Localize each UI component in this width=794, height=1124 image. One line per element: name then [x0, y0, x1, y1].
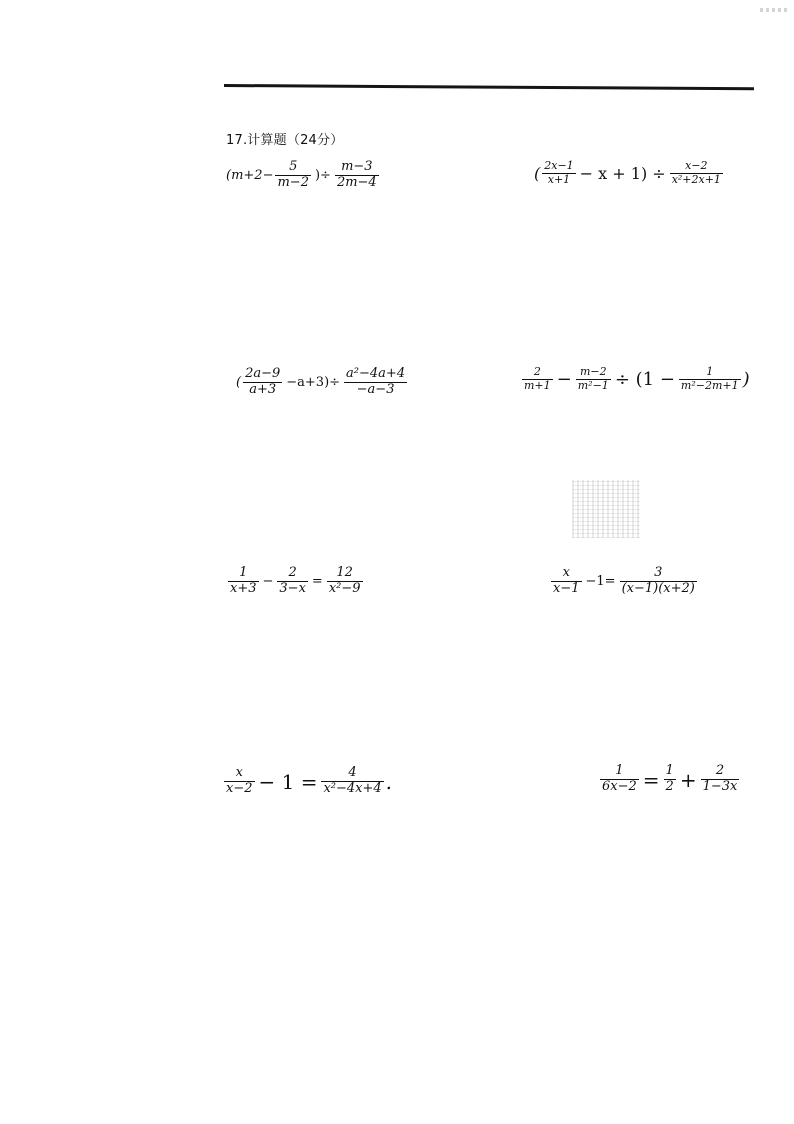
problem-2-fraction-2 — [670, 160, 723, 186]
problem-6-fraction-1 — [551, 566, 582, 597]
problem-1-lead: (m+2− — [226, 168, 274, 184]
problem-7-mid: − 1 = — [258, 769, 318, 794]
problem-3-fraction-1 — [243, 367, 282, 398]
problem-4-mid: ÷ (1 − — [614, 368, 675, 390]
header-rule — [224, 84, 754, 90]
fraction-denominator: m²−1 — [577, 378, 609, 392]
fraction-denominator: (x−1)(x+2) — [621, 581, 695, 597]
problem-2 — [534, 160, 725, 186]
problem-4-tail: ) — [742, 368, 750, 390]
fraction-numerator: 2x−1 — [544, 159, 574, 172]
fraction-denominator: m−2 — [277, 175, 309, 191]
fraction-denominator: x²−4x+4 — [323, 781, 382, 797]
problem-7-fraction-2 — [321, 766, 383, 797]
problem-3-fraction-2 — [344, 367, 407, 398]
problem-5-op-1: − — [262, 574, 274, 590]
fraction-numerator: 12 — [336, 565, 353, 580]
fraction-denominator: 3−x — [279, 581, 306, 597]
fraction-denominator: m²−2m+1 — [680, 378, 739, 392]
fraction-denominator: 2m−4 — [336, 175, 377, 191]
fraction-numerator: 3 — [654, 565, 663, 580]
fraction-denominator: x²+2x+1 — [671, 172, 721, 186]
fraction-denominator: x+3 — [230, 581, 257, 597]
fraction-numerator: m−2 — [579, 365, 607, 378]
fraction-numerator: 1 — [239, 565, 248, 580]
problem-3-lead: ( — [236, 375, 242, 391]
problem-7-tail: . — [385, 769, 393, 794]
fraction-numerator: 4 — [348, 765, 357, 780]
problem-6-fraction-2 — [620, 566, 697, 597]
fraction-numerator: a²−4a+4 — [346, 366, 406, 381]
fraction-numerator: 2 — [533, 365, 541, 378]
problem-4-fraction-1 — [522, 366, 553, 392]
problem-8-fraction-2 — [664, 764, 676, 795]
fraction-denominator: 6x−2 — [602, 779, 637, 795]
fraction-denominator: x+1 — [547, 172, 571, 186]
problem-8 — [598, 764, 741, 795]
fraction-denominator: 2 — [665, 779, 674, 795]
problem-4-fraction-2 — [576, 366, 611, 392]
fraction-numerator: 2a−9 — [245, 366, 281, 381]
problem-8-op-1: = — [642, 767, 660, 792]
fraction-numerator: x — [562, 565, 570, 580]
problem-2-fraction-1 — [542, 160, 575, 186]
problem-1-fraction-2 — [335, 160, 379, 191]
fraction-numerator: m−3 — [341, 159, 373, 174]
problem-7-fraction-1 — [224, 766, 255, 797]
scan-smudge — [572, 480, 640, 538]
fraction-numerator: x — [235, 765, 243, 780]
problem-5-fraction-2 — [277, 566, 308, 597]
problem-2-lead: ( — [534, 163, 541, 183]
fraction-denominator: m+1 — [524, 378, 551, 392]
section-heading: 17.计算题（24分） — [226, 133, 344, 148]
fraction-denominator: a+3 — [249, 382, 277, 398]
problem-5 — [226, 566, 365, 597]
scan-mark — [760, 8, 790, 12]
problem-3 — [236, 367, 409, 398]
problem-7 — [222, 766, 392, 797]
problem-8-fraction-3 — [701, 764, 740, 795]
problem-4-fraction-3 — [679, 366, 741, 392]
problem-8-op-2: + — [679, 767, 697, 792]
problem-3-mid: −a+3)÷ — [286, 375, 341, 391]
problem-8-fraction-1 — [600, 764, 639, 795]
fraction-numerator: 2 — [288, 565, 297, 580]
fraction-numerator: 1 — [665, 763, 674, 778]
problem-5-fraction-3 — [327, 566, 363, 597]
fraction-numerator: x−2 — [685, 159, 708, 172]
problem-4-op-1: − — [556, 368, 572, 390]
problem-1 — [226, 160, 381, 191]
problem-6 — [549, 566, 699, 597]
fraction-denominator: −a−3 — [356, 382, 395, 398]
problem-2-mid: − x + 1) ÷ — [579, 163, 666, 183]
fraction-numerator: 2 — [715, 763, 725, 778]
problem-5-fraction-1 — [228, 566, 259, 597]
fraction-numerator: 1 — [615, 763, 624, 778]
fraction-denominator: x²−9 — [328, 581, 361, 597]
fraction-denominator: x−2 — [226, 781, 253, 797]
fraction-numerator: 1 — [706, 365, 714, 378]
problem-1-mid: )÷ — [314, 168, 331, 184]
fraction-denominator: 1−3x — [702, 779, 738, 795]
problem-6-mid: −1= — [585, 574, 616, 590]
fraction-numerator: 5 — [289, 159, 298, 174]
problem-5-op-2: = — [311, 574, 323, 590]
fraction-denominator: x−1 — [553, 581, 580, 597]
problem-1-fraction-1 — [275, 160, 311, 191]
problem-4 — [520, 366, 750, 392]
